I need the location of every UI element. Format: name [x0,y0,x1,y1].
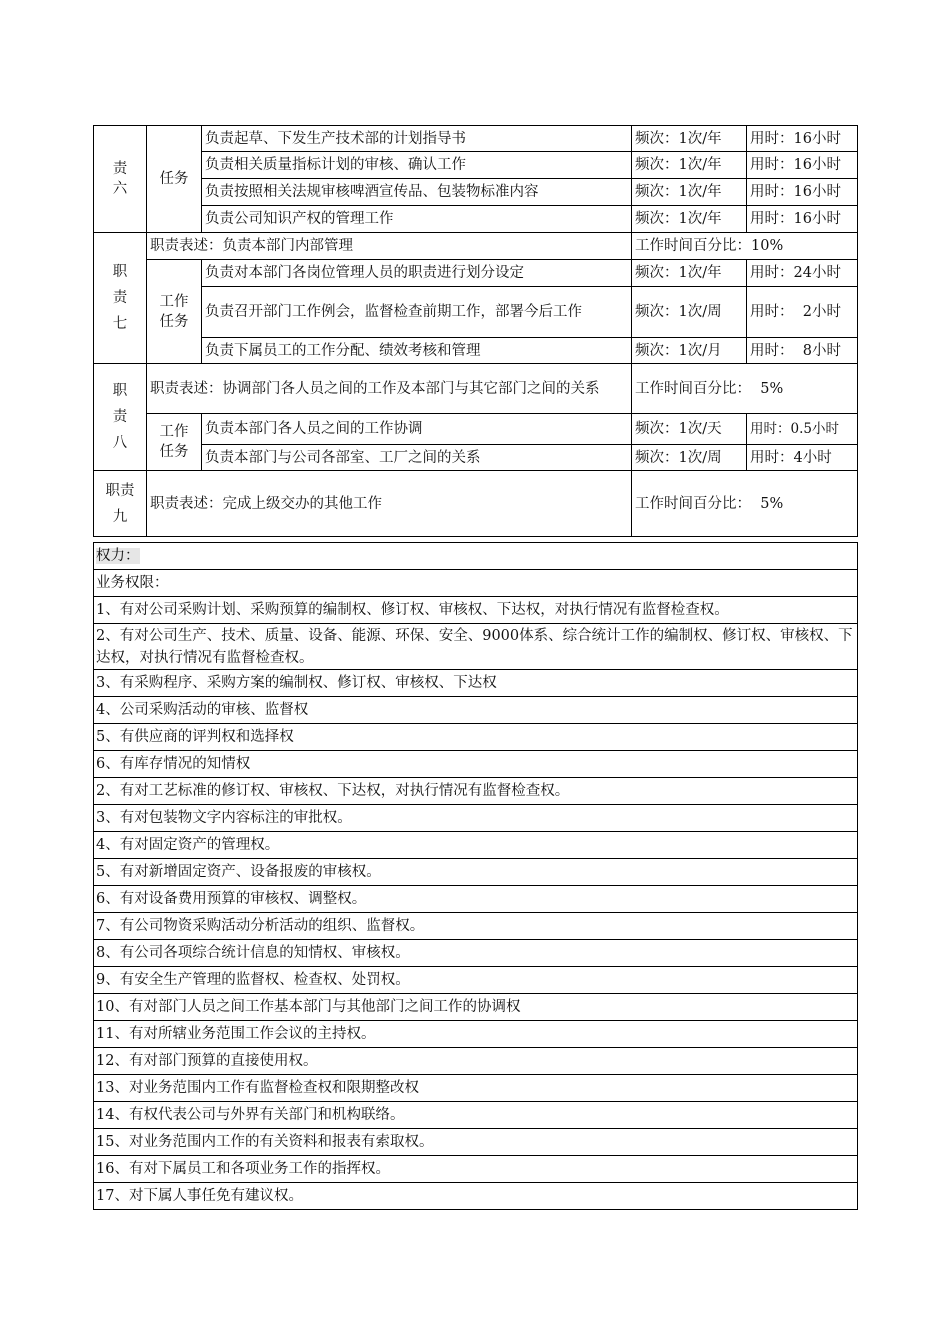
duty7-task-text: 负责召开部门工作例会，监督检查前期工作，部署今后工作 [202,287,632,338]
duty7-task-text: 负责下属员工的工作分配、绩效考核和管理 [202,338,632,364]
duty7-task-label: 工作 任务 [147,260,202,364]
power-item: 1、有对公司采购计划、采购预算的编制权、修订权、审核权、下达权，对执行情况有监督检查权。 [94,597,858,624]
power-item: 7、有公司物资采购活动分析活动的组织、监督权。 [94,913,858,940]
duty6-task-label: 任务 [147,126,202,233]
duty6-task-freq: 频次：1次/年 [632,206,747,233]
duty8-statement: 职责表述：协调部门各人员之间的工作及本部门与其它部门之间的关系 [147,364,632,414]
power-item: 11、有对所辖业务范围工作会议的主持权。 [94,1021,858,1048]
duty6-task-row [94,126,858,152]
power-item: 6、有库存情况的知情权 [94,751,858,778]
duty9-percent: 工作时间百分比： 5% [632,471,858,537]
power-item: 17、对下属人事任免有建议权。 [94,1183,858,1210]
duty6-task-text: 负责相关质量指标计划的审核、确认工作 [202,152,632,179]
power-item: 10、有对部门人员之间工作基本部门与其他部门之间工作的协调权 [94,994,858,1021]
duty8-statement-row [94,364,858,414]
duty7-percent: 工作时间百分比：10% [632,233,858,260]
powers-subheading-row [94,570,858,597]
power-item: 9、有安全生产管理的监督权、检查权、处罚权。 [94,967,858,994]
duty6-task-row [94,179,858,206]
powers-heading-row [94,543,858,570]
power-item: 13、对业务范围内工作有监督检查权和限期整改权 [94,1075,858,1102]
duty7-task-freq: 频次：1次/年 [632,260,747,287]
duty8-percent: 工作时间百分比： 5% [632,364,858,414]
power-item: 16、有对下属员工和各项业务工作的指挥权。 [94,1156,858,1183]
powers-heading: 权力： [94,543,858,570]
power-item: 3、有对包装物文字内容标注的审批权。 [94,805,858,832]
duty8-task-text: 负责本部门各人员之间的工作协调 [202,414,632,445]
duty8-task-freq: 频次：1次/天 [632,414,747,445]
power-item: 5、有对新增固定资产、设备报废的审核权。 [94,859,858,886]
duty9-label: 职责 九 [94,471,147,537]
duty9-statement: 职责表述：完成上级交办的其他工作 [147,471,632,537]
duty8-task-row [94,414,858,445]
duty7-task-row [94,338,858,364]
duty7-task-time: 用时：24小时 [747,260,858,287]
power-item: 15、对业务范围内工作的有关资料和报表有索取权。 [94,1129,858,1156]
power-item: 14、有权代表公司与外界有关部门和机构联络。 [94,1102,858,1129]
duty6-task-time: 用时：16小时 [747,179,858,206]
duty8-task-row [94,445,858,471]
duty7-task-row [94,260,858,287]
power-item: 5、有供应商的评判权和选择权 [94,724,858,751]
duty7-task-time: 用时： 2小时 [747,287,858,338]
duty7-task-time: 用时： 8小时 [747,338,858,364]
duty8-task-freq: 频次：1次/周 [632,445,747,471]
duty6-task-freq: 频次：1次/年 [632,126,747,152]
power-item: 12、有对部门预算的直接使用权。 [94,1048,858,1075]
duty6-label: 责 六 [94,126,147,233]
duty6-task-text: 负责公司知识产权的管理工作 [202,206,632,233]
duty7-task-freq: 频次：1次/周 [632,287,747,338]
duty8-task-label: 工作 任务 [147,414,202,471]
duty6-task-time: 用时：16小时 [747,206,858,233]
duty6-task-time: 用时：16小时 [747,152,858,179]
powers-subheading: 业务权限： [94,570,858,597]
duty7-task-freq: 频次：1次/月 [632,338,747,364]
power-item: 3、有采购程序、采购方案的编制权、修订权、审核权、下达权 [94,670,858,697]
powers-table [93,542,858,1210]
power-item: 4、公司采购活动的审核、监督权 [94,697,858,724]
duty6-task-time: 用时：16小时 [747,126,858,152]
duties-table [93,125,858,537]
power-item: 2、有对公司生产、技术、质量、设备、能源、环保、安全、9000体系、综合统计工作的编制权、修订权、审核权、下达权，对执行情况有监督检查权。 [94,624,858,670]
power-item: 4、有对固定资产的管理权。 [94,832,858,859]
duty7-task-row [94,287,858,338]
duty8-label: 职 责 八 [94,364,147,471]
duty6-task-freq: 频次：1次/年 [632,152,747,179]
duty6-task-text: 负责按照相关法规审核啤酒宣传品、包装物标准内容 [202,179,632,206]
duty7-label: 职 责 七 [94,233,147,364]
duty7-statement: 职责表述：负责本部门内部管理 [147,233,632,260]
power-item: 2、有对工艺标准的修订权、审核权、下达权，对执行情况有监督检查权。 [94,778,858,805]
duty8-task-time: 用时：0.5小时 [747,414,858,445]
duty6-task-freq: 频次：1次/年 [632,179,747,206]
duty8-task-text: 负责本部门与公司各部室、工厂之间的关系 [202,445,632,471]
power-item: 8、有公司各项综合统计信息的知情权、审核权。 [94,940,858,967]
duty6-task-text: 负责起草、下发生产技术部的计划指导书 [202,126,632,152]
duty6-task-row [94,152,858,179]
duty9-row [94,471,858,537]
duty7-statement-row [94,233,858,260]
duty7-task-text: 负责对本部门各岗位管理人员的职责进行划分设定 [202,260,632,287]
duty8-task-time: 用时：4小时 [747,445,858,471]
power-item: 6、有对设备费用预算的审核权、调整权。 [94,886,858,913]
duty6-task-row [94,206,858,233]
